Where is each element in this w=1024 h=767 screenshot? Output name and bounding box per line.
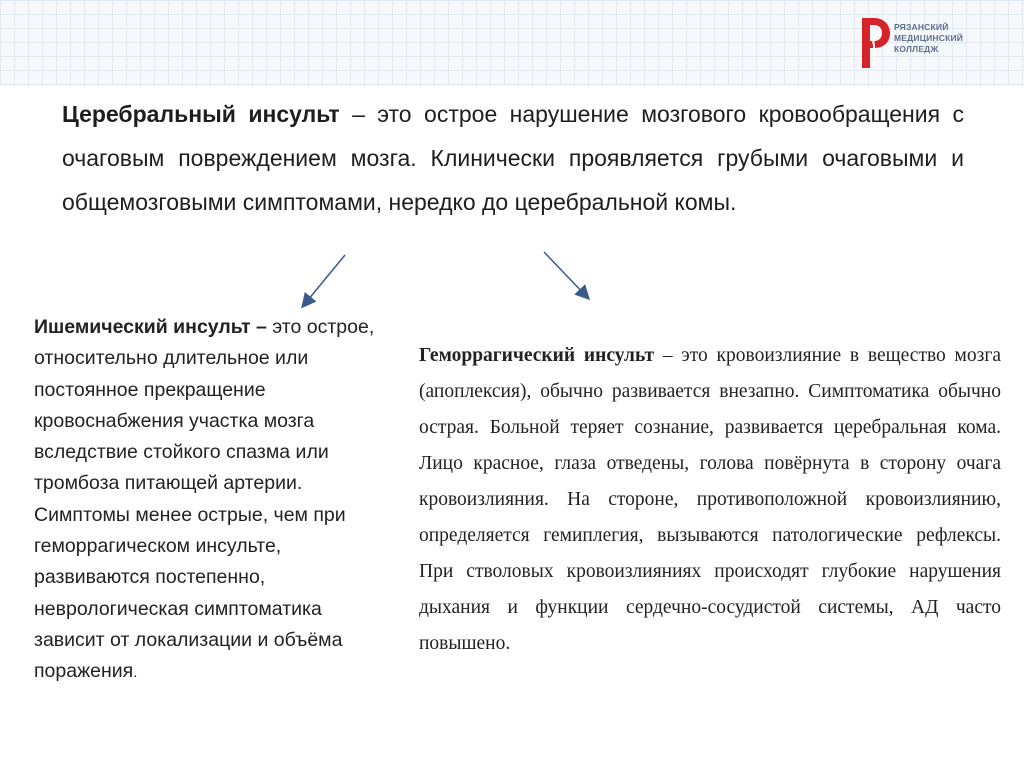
college-name-line2: МЕДИЦИНСКИЙ — [894, 33, 964, 43]
hemorrhagic-text: – это кровоизлияние в вещество мозга (апоплексия), обычно развивается внезапно. Симптоматика обычно острая. Больной теряет сознание, развивается церебральная кома. Лицо красное, глаза отведены, голова повёрнута в сторону очага кровоизлияния. На стороне, противоположной кровоизлиянию, определяется гемиплегия, вызываются патологические рефлексы. При стволовых кровоизлияниях происходят глубокие нарушения дыхания и функции сердечно-сосудистой системы, АД часто повышено. — [419, 345, 1001, 654]
arrow-to-hemorrhagic — [544, 252, 588, 298]
ischemic-end: . — [133, 664, 138, 682]
college-name-line3: КОЛЛЕДЖ — [894, 44, 939, 54]
college-name-line1: РЯЗАНСКИЙ — [894, 22, 949, 32]
stroke-term: Церебральный инсульт — [62, 101, 340, 127]
stroke-definition-text: – это острое нарушение мозгового кровообращения с очаговым повреждением мозга. Клинически проявляется грубыми очаговыми и общемозговыми симптомами, нередко до церебральной комы. — [62, 101, 964, 215]
ischemic-stroke-block — [34, 312, 396, 689]
ischemic-term: Ишемический инсульт – — [34, 316, 267, 338]
hemorrhagic-stroke-block — [419, 338, 1001, 662]
ischemic-text: это острое, относительно длительное или постоянное прекращение кровоснабжения участка мозга вследствие стойкого спазма или тромбоза питающей артерии. Симптомы менее острые, чем при геморрагическом инсульте, развиваются постепенно, неврологическая симптоматика зависит от локализации и объёма поражения — [34, 316, 375, 683]
hemorrhagic-term: Геморрагический инсульт — [419, 345, 655, 366]
arrow-to-ischemic — [303, 255, 345, 306]
